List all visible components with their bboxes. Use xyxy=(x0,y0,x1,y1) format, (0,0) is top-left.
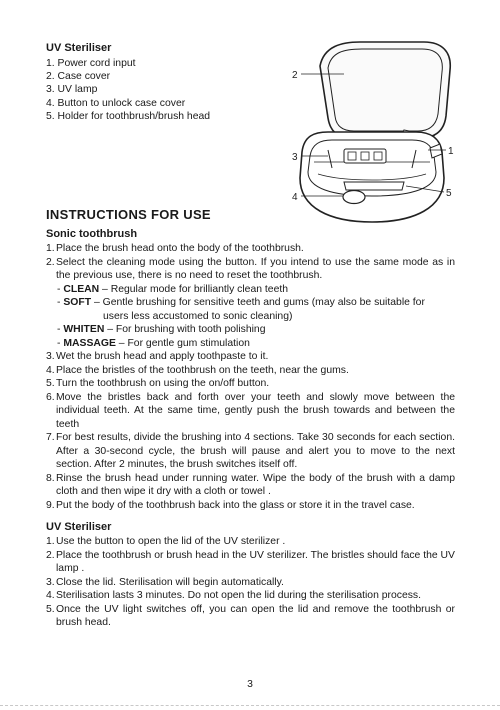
callout-label: 2 xyxy=(292,70,298,81)
toothbrush-holder xyxy=(344,182,404,190)
step-item: 4. Place the bristles of the toothbrush on the teeth, near the gums. xyxy=(46,364,349,376)
uv-steriliser-heading: UV Steriliser xyxy=(46,42,112,54)
uv-steriliser-instructions-heading: UV Steriliser xyxy=(46,521,112,533)
mode-soft: - SOFT – Gentle brushing for sensitive teeth and gums (may also be suitable for users less accustomed to sonic cleaning) xyxy=(57,297,425,322)
page-number: 3 xyxy=(247,679,253,690)
step-item: 5. Once the UV light switches off, you can open the lid and remove the toothbrush or brush head. xyxy=(46,603,455,628)
mode-whiten: - WHITEN – For brushing with tooth polishing xyxy=(57,324,266,335)
uv-lamp xyxy=(344,149,386,163)
uv-steps-list xyxy=(46,535,455,630)
step-item: 2. Place the toothbrush or brush head in the UV sterilizer. The bristles should face the UV lamp . xyxy=(46,549,455,574)
step-item: 3. Wet the brush head and apply toothpaste to it. xyxy=(46,351,269,362)
part-item: 4. Button to unlock case cover xyxy=(46,97,186,109)
steriliser-diagram xyxy=(284,40,460,224)
callout-label: 1 xyxy=(448,146,454,157)
part-item: 3. UV lamp xyxy=(46,84,98,96)
callout-label: 5 xyxy=(446,188,452,199)
part-item: 5. Holder for toothbrush/brush head xyxy=(46,110,211,122)
step-item: 7. For best results, divide the brushing into 4 sections. Take 30 seconds for each section. After a 30-second cycle, the brush will pause and alert you to move to the next section. After 2 minutes, the brush switches itself off. xyxy=(46,432,455,470)
part-item: 1. Power cord input xyxy=(46,58,136,69)
step-item: 4. Sterilisation lasts 3 minutes. Do not open the lid during the sterilisation process. xyxy=(46,590,422,601)
callout-label: 3 xyxy=(292,152,298,163)
unlock-button xyxy=(343,191,365,204)
part-item: 2. Case cover xyxy=(46,71,111,83)
mode-massage: - MASSAGE – For gentle gum stimulation xyxy=(57,337,250,349)
step-item: 5. Turn the toothbrush on using the on/off button. xyxy=(46,378,270,389)
step-item: 2. Select the cleaning mode using the button. If you intend to use the same mode as in the previous use, there is no need to reset the toothbrush. xyxy=(46,256,455,281)
step-item: 9. Put the body of the toothbrush back into the glass or store it in the travel case. xyxy=(46,499,415,511)
mode-clean: - CLEAN – Regular mode for brilliantly clean teeth xyxy=(57,283,289,295)
sonic-toothbrush-heading: Sonic toothbrush xyxy=(46,228,138,240)
sonic-steps-list xyxy=(46,242,455,512)
step-item: 3. Close the lid. Sterilisation will begin automatically. xyxy=(46,576,284,588)
step-item: 6. Move the bristles back and forth over your teeth and slowly move between the individual teeth. At the same time, gently push the brush towards and between the teeth xyxy=(46,391,455,430)
steriliser-base xyxy=(300,132,444,222)
step-item: 1. Place the brush head onto the body of the toothbrush. xyxy=(46,243,304,254)
case-cover-lid xyxy=(320,42,450,138)
parts-list xyxy=(46,57,210,123)
step-item: 8. Rinse the brush head under running water. Wipe the body of the brush with a damp cloth and then wipe it dry with a cloth or towel . xyxy=(46,472,455,497)
step-item: 1. Use the button to open the lid of the UV sterilizer . xyxy=(46,536,286,547)
callout-label: 4 xyxy=(292,192,298,203)
instructions-title: INSTRUCTIONS FOR USE xyxy=(46,207,211,222)
bottom-divider xyxy=(0,705,500,706)
